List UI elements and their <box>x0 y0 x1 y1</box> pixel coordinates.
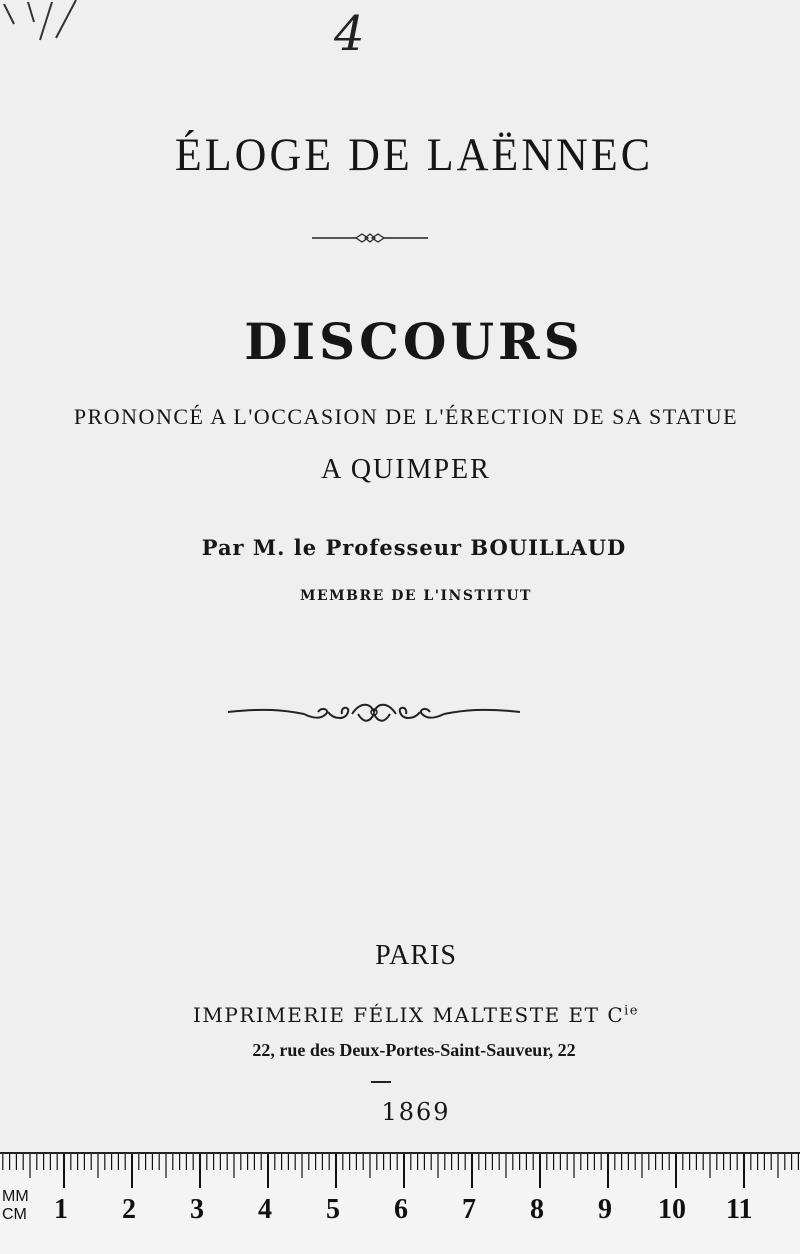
author-role: MEMBRE DE L'INSTITUT <box>300 588 532 604</box>
ruler-number: 7 <box>462 1194 476 1225</box>
author-line: Par M. le Professeur BOUILLAUD <box>201 535 627 560</box>
measuring-ruler <box>0 1152 800 1254</box>
subtitle-line-1: PRONONCÉ A L'OCCASION DE L'ÉRECTION DE SA STATUE <box>73 404 739 429</box>
printer-suffix: ie <box>624 1003 639 1019</box>
heading-discours: DISCOURS <box>244 312 584 371</box>
ruler-number: 5 <box>326 1194 340 1225</box>
subtitle-line-2: A QUIMPER <box>321 454 491 485</box>
page-title: ÉLOGE DE LAËNNEC <box>174 129 654 181</box>
ruler-unit-mm: MM <box>2 1188 29 1205</box>
publication-year: 1869 <box>381 1098 451 1126</box>
ruler-number: 10 <box>658 1194 686 1225</box>
ruler-number: 8 <box>530 1194 544 1225</box>
printer-label: IMPRIMERIE FÉLIX MALTESTE ET C <box>192 1003 625 1027</box>
small-ornament-rule <box>310 228 430 248</box>
printer-name <box>0 1003 800 1027</box>
handwritten-shelfmark: 4 <box>334 6 365 62</box>
ruler-number: 3 <box>190 1194 204 1225</box>
scroll-ornament <box>224 696 524 730</box>
ruler-unit-cm: CM <box>2 1206 27 1223</box>
ruler-number: 1 <box>54 1194 68 1225</box>
ruler-ticks <box>0 1154 800 1194</box>
pencil-marks <box>0 0 90 60</box>
printer-address: 22, rue des Deux-Portes-Saint-Sauveur, 22 <box>252 1040 576 1060</box>
short-rule <box>371 1081 391 1083</box>
ruler-number: 2 <box>122 1194 136 1225</box>
imprint-city: PARIS <box>375 940 457 971</box>
ruler-number: 9 <box>598 1194 612 1225</box>
ruler-number: 4 <box>258 1194 272 1225</box>
ruler-number: 11 <box>726 1194 753 1225</box>
ruler-number: 6 <box>394 1194 408 1225</box>
